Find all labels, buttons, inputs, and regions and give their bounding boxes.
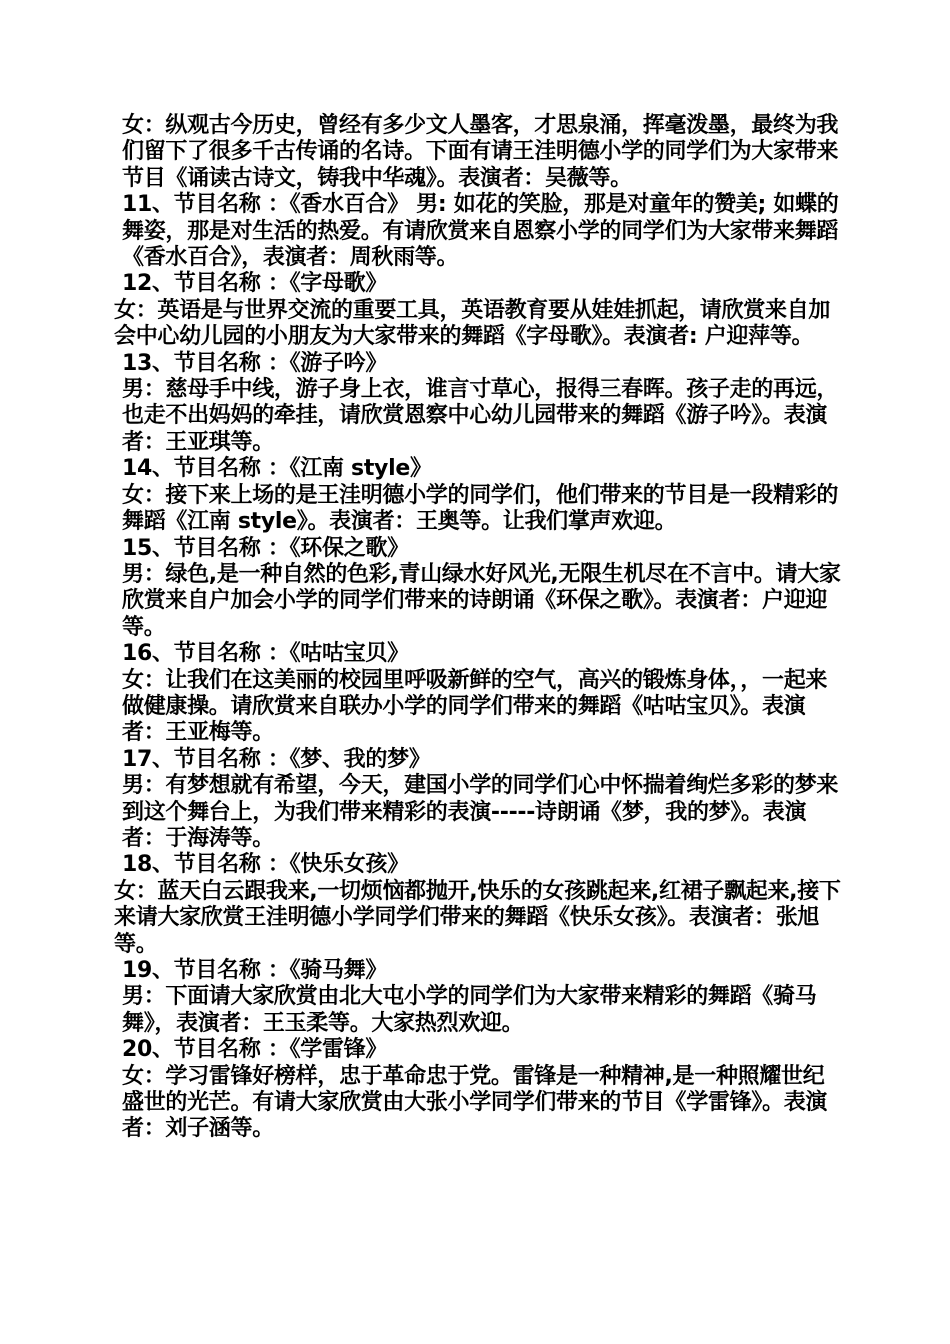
program-title: 20、节目名称 ：《学雷锋》	[122, 1037, 388, 1063]
paragraph: 女：学习雷锋好榜样，忠于革命忠于党。雷锋是一种精神,是一种照耀世纪盛世的光芒。有请大家欣赏由大张小学同学们带来的节目《学雷锋》。表演者：刘子涵等。	[122, 1063, 828, 1142]
paragraph: 女：纵观古今历史，曾经有多少文人墨客，才思泉涌，挥毫泼墨，最终为我们留下了很多千古传诵的名诗。下面有请王洼明德小学的同学们为大家带来节目《诵读古诗文，铸我中华魂》。表演者：吴薇等。	[122, 113, 839, 191]
program-title: 17、节目名称 ：《梦、我的梦》	[122, 746, 431, 772]
paragraph: 11、节目名称 ：《香水百合》 男: 如花的笑脸，那是对童年的赞美; 如蝶的舞姿，那是对生活的热爱。有请欣赏来自恩察小学的同学们为大家带来舞蹈《香水百合》，表演者：周秋雨等。	[122, 192, 839, 271]
program-title: 19、节目名称 ：《骑马舞》	[122, 958, 388, 983]
document-body	[114, 113, 844, 1143]
paragraph: 男：有梦想就有希望，今天，建国小学的同学们心中怀揣着绚烂多彩的梦来到这个舞台上，为我们带来精彩的表演-----诗朗诵《梦，我的梦》。表演者：于海涛等。	[122, 773, 839, 851]
paragraph: 男：绿色,是一种自然的色彩,青山绿水好风光,无限生机尽在不言中。请大家欣赏来自户加会小学的同学们带来的诗朗诵《环保之歌》。表演者：户迎迎等。	[122, 561, 841, 640]
program-title: 14、节目名称 ：《江南 style》	[122, 456, 432, 482]
program-title: 16、节目名称 ：《咕咕宝贝》	[122, 641, 409, 667]
program-title: 15、节目名称 ：《环保之歌》	[122, 535, 409, 561]
paragraph: 男：慈母手中线，游子身上衣，谁言寸草心，报得三春晖。孩子走的再远，也走不出妈妈的牵挂，请欣赏恩察中心幼儿园带来的舞蹈《游子吟》。表演者：王亚琪等。	[122, 377, 839, 455]
program-title: 18、节目名称 ：《快乐女孩》	[122, 852, 409, 878]
program-title: 12、节目名称 ：《字母歌》	[122, 271, 388, 297]
paragraph: 女：蓝天白云跟我来,一切烦恼都抛开,快乐的女孩跳起来,红裙子飘起来,接下来请大家欣赏王洼明德小学同学们带来的舞蹈《快乐女孩》。表演者：张旭等。	[114, 878, 841, 957]
paragraph: 男：下面请大家欣赏由北大屯小学的同学们为大家带来精彩的舞蹈《骑马舞》，表演者：王玉柔等。大家热烈欢迎。	[122, 984, 817, 1036]
program-title: 13、节目名称 ：《游子吟》	[122, 350, 388, 376]
paragraph: 女：接下来上场的是王洼明德小学的同学们，他们带来的节目是一段精彩的舞蹈《江南 style》。表演者：王奥等。让我们掌声欢迎。	[122, 482, 839, 535]
paragraph: 女：英语是与世界交流的重要工具，英语教育要从娃娃抓起，请欣赏来自加会中心幼儿园的小朋友为大家带来的舞蹈《字母歌》。表演者: 户迎萍等。	[114, 297, 831, 350]
paragraph: 女：让我们在这美丽的校园里呼吸新鲜的空气，高兴的锻炼身体，，一起来做健康操。请欣赏来自联办小学的同学们带来的舞蹈《咕咕宝贝》。表演者：王亚梅等。	[122, 667, 828, 746]
